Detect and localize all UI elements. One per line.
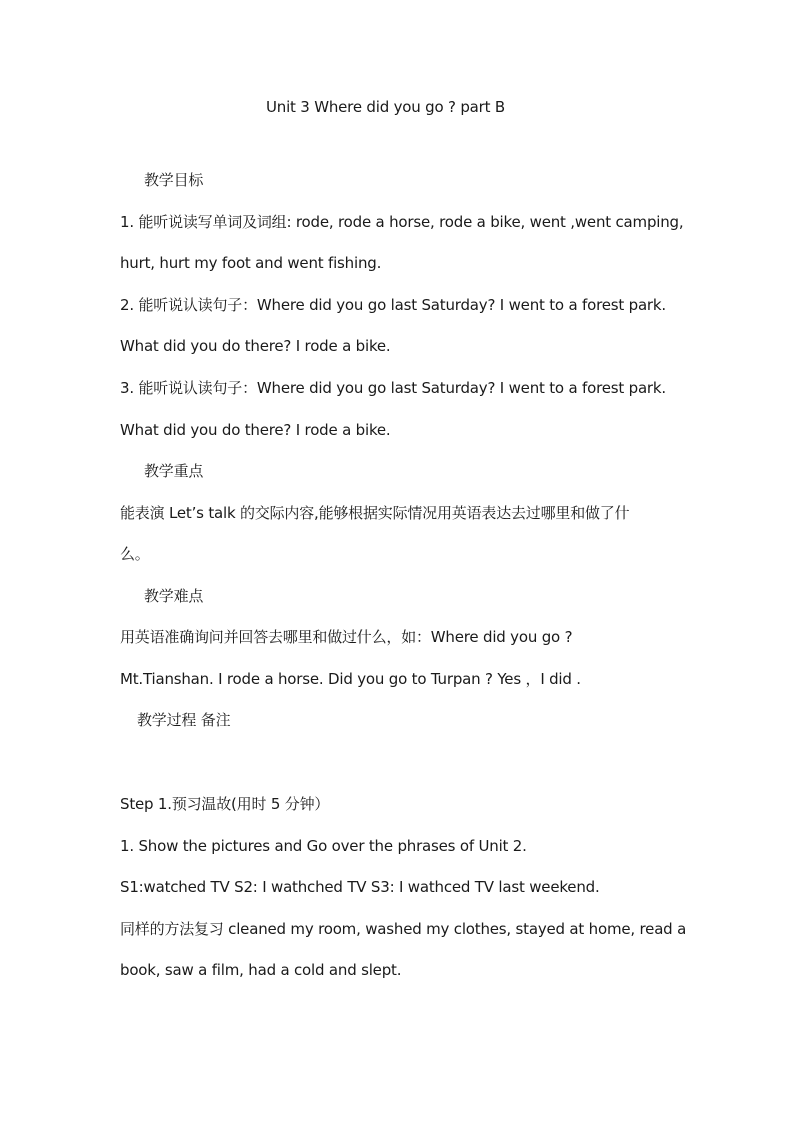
objective-1-line-2: hurt, hurt my foot and went fishing. bbox=[120, 254, 382, 272]
objective-2-line-1: 2. 能听说认读句子：Where did you go last Saturday? I went to a forest park. bbox=[120, 296, 666, 314]
objective-3-line-2: What did you do there? I rode a bike. bbox=[120, 421, 391, 439]
document-title: Unit 3 Where did you go ? part B bbox=[266, 98, 505, 116]
keypoints-line-2: 么。 bbox=[120, 545, 150, 563]
objective-1-line-1: 1. 能听说读写单词及词组: rode, rode a horse, rode a bike, went ,went camping, bbox=[120, 213, 684, 231]
keypoints-heading: 教学重点 bbox=[144, 462, 204, 480]
difficulties-line-2: Mt.Tianshan. I rode a horse. Did you go to Turpan ? Yes ，I did . bbox=[120, 670, 581, 688]
process-heading: 教学过程 备注 bbox=[137, 711, 231, 729]
keypoints-line-1: 能表演 Let’s talk 的交际内容,能够根据实际情况用英语表达去过哪里和做了什 bbox=[120, 504, 630, 522]
objectives-heading: 教学目标 bbox=[144, 171, 204, 189]
step1-item-3-line-1: 同样的方法复习 cleaned my room, washed my clothes, stayed at home, read a bbox=[120, 920, 687, 938]
objective-2-line-2: What did you do there? I rode a bike. bbox=[120, 337, 391, 355]
step1-item-1: 1. Show the pictures and Go over the phrases of Unit 2. bbox=[120, 837, 527, 855]
difficulties-line-1: 用英语准确询问并回答去哪里和做过什么，如：Where did you go ? bbox=[120, 628, 573, 646]
step1-item-2: S1:watched TV S2: I wathched TV S3: I wathced TV last weekend. bbox=[120, 878, 600, 896]
difficulties-heading: 教学难点 bbox=[144, 587, 204, 605]
step1-item-3-line-2: book, saw a film, had a cold and slept. bbox=[120, 961, 402, 979]
step1-heading: Step 1.预习温故(用时 5 分钟） bbox=[120, 795, 330, 813]
objective-3-line-1: 3. 能听说认读句子：Where did you go last Saturday? I went to a forest park. bbox=[120, 379, 666, 397]
